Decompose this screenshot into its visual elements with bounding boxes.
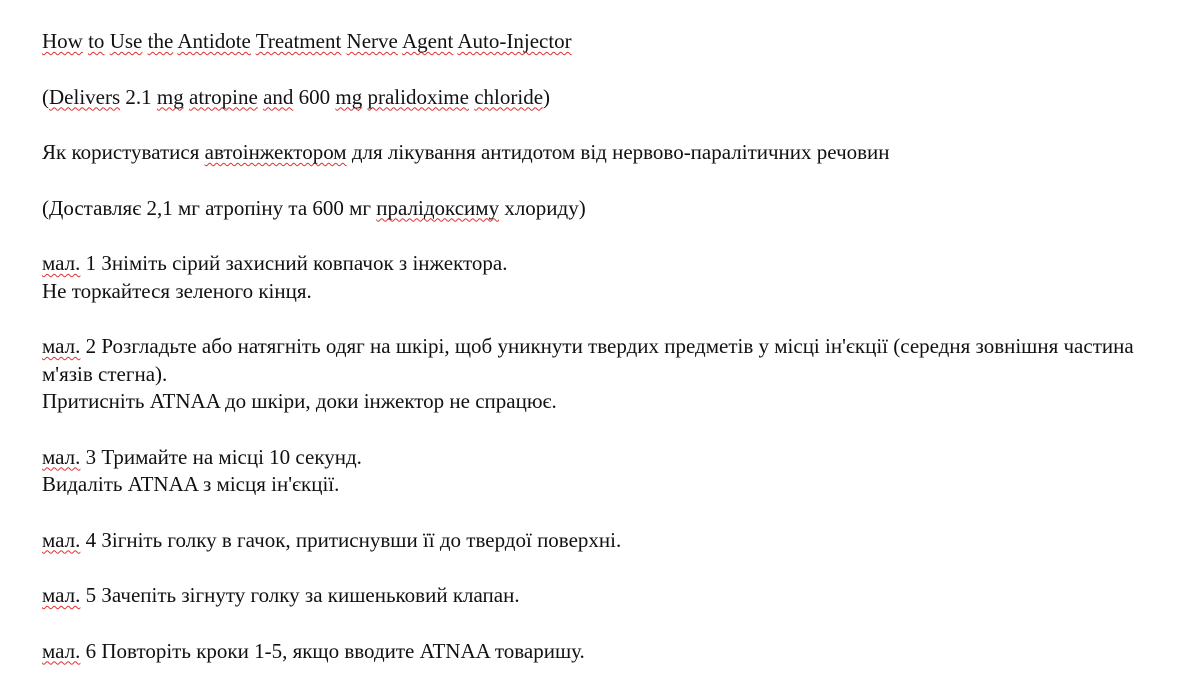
spellcheck-flagged-word: the: [147, 29, 174, 53]
spellcheck-flagged-word: мал.: [42, 527, 81, 552]
step-line: [42, 250, 1152, 278]
step-line: [42, 333, 1152, 388]
spellcheck-flagged-word: mg: [156, 84, 184, 109]
text-run: 4 Зігніть голку в гачок, притиснувши її до твердої поверхні.: [80, 527, 622, 552]
spellcheck-flagged-word: Auto-Injector: [457, 29, 572, 53]
spellcheck-flagged-word: to: [88, 29, 105, 53]
title-paragraph: [42, 28, 1152, 56]
text-run: Не торкайтеся зеленого кінця.: [42, 278, 312, 303]
spellcheck-flagged-word: Antidote: [177, 29, 251, 53]
text-run: хлориду): [499, 195, 586, 220]
spellcheck-flagged-word: пралідоксиму: [376, 195, 500, 220]
spellcheck-flagged-word: Use: [109, 29, 143, 53]
text-run: 5 Зачепіть зігнуту голку за кишеньковий клапан.: [80, 583, 520, 607]
spellcheck-flagged-word: мал.: [42, 444, 81, 469]
step-line: [42, 444, 1152, 472]
text-run: (: [42, 84, 49, 109]
spellcheck-flagged-word: atropine: [189, 84, 258, 109]
spellcheck-flagged-word: and: [263, 84, 294, 109]
text-run: 3 Тримайте на місці 10 секунд.: [80, 444, 362, 469]
step-paragraph: [42, 444, 1152, 499]
text-run: 2 Розгладьте або натягніть одяг на шкірі, щоб уникнути твердих предметів у місці ін'єкції (середня зовнішня частина м'язів стегна).: [42, 334, 1134, 386]
step-line: [42, 582, 1152, 610]
step-line: [42, 527, 1152, 555]
text-run: Притисніть ATNAA до шкіри, доки інжектор не спрацює.: [42, 389, 557, 413]
step-paragraph: [42, 333, 1152, 416]
text-run: 1 Зніміть сірий захисний ковпачок з інжектора.: [80, 251, 508, 275]
step-line: [42, 471, 1152, 499]
spellcheck-flagged-word: Agent: [401, 29, 454, 53]
text-run: 2.1: [120, 84, 157, 109]
spellcheck-flagged-word: мал.: [42, 251, 81, 275]
document-body[interactable]: [42, 28, 1152, 693]
step-paragraph: [42, 638, 1152, 666]
spellcheck-flagged-word: Treatment: [255, 29, 342, 53]
step-paragraph: [42, 250, 1152, 305]
spellcheck-flagged-word: мал.: [42, 583, 81, 607]
text-run: для лікування антидотом від нервово-паралітичних речовин: [346, 140, 890, 164]
text-run: 6 Повторіть кроки 1-5, якщо вводите ATNAA товаришу.: [80, 638, 585, 663]
steps-list: [42, 250, 1152, 665]
spellcheck-flagged-word: мал.: [42, 334, 81, 358]
subtitle-paragraph: [42, 84, 1152, 112]
step-paragraph: [42, 527, 1152, 555]
spellcheck-flagged-word: How: [42, 29, 83, 53]
spellcheck-flagged-word: автоінжектором: [204, 140, 347, 164]
step-line: [42, 278, 1152, 306]
document-subtitle: [42, 84, 1152, 112]
step-paragraph: [42, 582, 1152, 610]
document-title-uk: [42, 139, 1152, 167]
title-uk-paragraph: [42, 139, 1152, 167]
spellcheck-flagged-word: chloride: [474, 84, 544, 109]
text-run: (Доставляє 2,1 мг атропіну та 600 мг: [42, 195, 377, 220]
spellcheck-flagged-word: pralidoxime: [367, 84, 469, 109]
step-line: [42, 388, 1152, 416]
spellcheck-flagged-word: Nerve: [346, 29, 398, 53]
document-subtitle-uk: [42, 195, 1152, 223]
spellcheck-flagged-word: Delivers: [49, 84, 121, 109]
spellcheck-flagged-word: mg: [335, 84, 363, 109]
text-run: 600: [293, 84, 336, 109]
subtitle-uk-paragraph: [42, 195, 1152, 223]
spellcheck-flagged-word: мал.: [42, 638, 81, 663]
text-run: Видаліть ATNAA з місця ін'єкції.: [42, 472, 340, 496]
text-run: ): [543, 84, 551, 109]
document-title: [42, 28, 1152, 56]
text-run: Як користуватися: [42, 140, 205, 164]
step-line: [42, 638, 1152, 666]
